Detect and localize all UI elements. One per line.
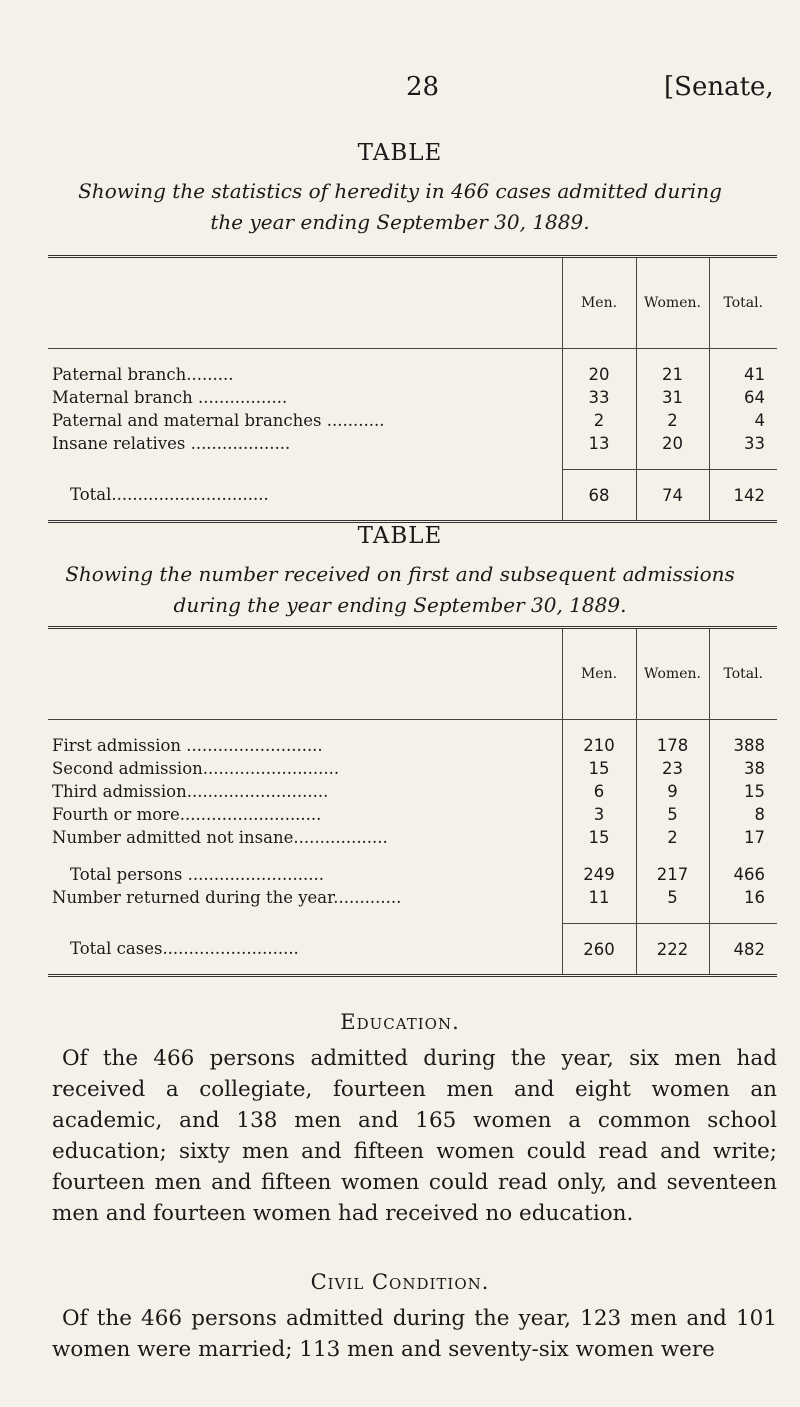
table-row: Third admission........................... 6 9 15 bbox=[48, 780, 777, 803]
cell-total: 4 bbox=[709, 409, 777, 432]
cell-men: 3 bbox=[562, 803, 636, 826]
cell-women: 23 bbox=[636, 757, 709, 780]
cell-total: 466 bbox=[709, 863, 777, 886]
row-label: Total bbox=[70, 485, 112, 505]
civil-condition-paragraph: Of the 466 persons admitted during the year, 123 men and 101 women were married; 113 men and seventy-six women were bbox=[52, 1306, 777, 1362]
cell-women: 222 bbox=[636, 924, 709, 976]
running-head: [Senate, bbox=[664, 72, 774, 102]
cell-men: 68 bbox=[562, 470, 636, 522]
cell-total: 8 bbox=[709, 803, 777, 826]
table2-title: TABLE bbox=[357, 523, 443, 549]
table1-col-women: Women. bbox=[636, 257, 709, 349]
cell-men: 210 bbox=[562, 734, 636, 757]
row-label: Fourth or more bbox=[52, 805, 180, 824]
cell-men: 249 bbox=[562, 863, 636, 886]
row-label: Total persons bbox=[70, 865, 183, 884]
cell-men: 6 bbox=[562, 780, 636, 803]
cell-women: 5 bbox=[636, 803, 709, 826]
cell-men: 20 bbox=[562, 363, 636, 386]
table1-col-total: Total. bbox=[709, 257, 777, 349]
table-row: First admission .......................... 210 178 388 bbox=[48, 734, 777, 757]
cell-total: 482 bbox=[709, 924, 777, 976]
cell-women: 31 bbox=[636, 386, 709, 409]
table-row: Number returned during the year............. 11 5 16 bbox=[48, 886, 777, 909]
table-row: Insane relatives ................... 13 20 33 bbox=[48, 432, 777, 455]
row-label: Maternal branch bbox=[52, 388, 193, 407]
table2-subtitle: Showing the number received on first and subsequent admissions during the year ending September 30, 1889. bbox=[65, 562, 735, 617]
table-row: Second admission.......................... 15 23 38 bbox=[48, 757, 777, 780]
table-total-row: Total.............................. 68 74 142 bbox=[48, 470, 777, 522]
page-number: 28 bbox=[406, 72, 440, 102]
cell-men: 11 bbox=[562, 886, 636, 909]
table-row: Maternal branch ................. 33 31 64 bbox=[48, 386, 777, 409]
table2-col-women: Women. bbox=[636, 628, 709, 720]
row-label: Number admitted not insane bbox=[52, 828, 294, 847]
cell-men: 13 bbox=[562, 432, 636, 455]
table-row: Paternal and maternal branches ........... 2 2 4 bbox=[48, 409, 777, 432]
education-heading: Education. bbox=[340, 1010, 460, 1034]
cell-women: 21 bbox=[636, 363, 709, 386]
cell-total: 142 bbox=[709, 470, 777, 522]
table-row: Fourth or more........................... 3 5 8 bbox=[48, 803, 777, 826]
row-label: Paternal and maternal branches bbox=[52, 411, 322, 430]
heredity-table bbox=[48, 255, 777, 523]
cell-women: 217 bbox=[636, 863, 709, 886]
table-row: Paternal branch......... 20 21 41 bbox=[48, 363, 777, 386]
table1-col-men: Men. bbox=[562, 257, 636, 349]
cell-total: 17 bbox=[709, 826, 777, 849]
cell-men: 260 bbox=[562, 924, 636, 976]
cell-total: 388 bbox=[709, 734, 777, 757]
cell-men: 15 bbox=[562, 757, 636, 780]
table-row: Number admitted not insane.................. 15 2 17 bbox=[48, 826, 777, 849]
row-label: Total cases bbox=[70, 939, 163, 959]
table1-stub-header bbox=[48, 257, 562, 349]
row-label: Second admission bbox=[52, 759, 203, 778]
cell-women: 5 bbox=[636, 886, 709, 909]
education-paragraph: Of the 466 persons admitted during the year, six men had received a collegiate, fourteen men and eight women an academic, and 138 men and 165 women a common school education; sixty men and fifteen women could read and write; fourteen men and fifteen women could read only, and seventeen men and fourteen women had received no education. bbox=[52, 1046, 777, 1226]
row-label: Number returned during the year bbox=[52, 888, 334, 907]
table2-stub-header bbox=[48, 628, 562, 720]
table2-col-men: Men. bbox=[562, 628, 636, 720]
cell-total: 64 bbox=[709, 386, 777, 409]
cell-men: 15 bbox=[562, 826, 636, 849]
table1-title: TABLE bbox=[357, 140, 443, 166]
row-label: Third admission bbox=[52, 782, 187, 801]
table-row: Total persons .......................... 249 217 466 bbox=[48, 863, 777, 886]
row-label: First admission bbox=[52, 736, 182, 755]
admissions-table bbox=[48, 626, 777, 977]
table-total-row: Total cases.......................... 260 222 482 bbox=[48, 924, 777, 976]
civil-condition-heading: Civil Condition. bbox=[310, 1270, 490, 1294]
cell-total: 15 bbox=[709, 780, 777, 803]
cell-total: 41 bbox=[709, 363, 777, 386]
cell-women: 178 bbox=[636, 734, 709, 757]
page-header bbox=[0, 72, 800, 112]
cell-total: 16 bbox=[709, 886, 777, 909]
cell-women: 20 bbox=[636, 432, 709, 455]
row-label: Paternal branch bbox=[52, 365, 187, 384]
cell-men: 2 bbox=[562, 409, 636, 432]
cell-women: 2 bbox=[636, 826, 709, 849]
cell-women: 74 bbox=[636, 470, 709, 522]
cell-total: 38 bbox=[709, 757, 777, 780]
table1-subtitle: Showing the statistics of heredity in 466 cases admitted during the year ending September 30, 1889. bbox=[78, 179, 722, 234]
cell-women: 9 bbox=[636, 780, 709, 803]
row-label: Insane relatives bbox=[52, 434, 186, 453]
table2-col-total: Total. bbox=[709, 628, 777, 720]
cell-men: 33 bbox=[562, 386, 636, 409]
cell-women: 2 bbox=[636, 409, 709, 432]
cell-total: 33 bbox=[709, 432, 777, 455]
